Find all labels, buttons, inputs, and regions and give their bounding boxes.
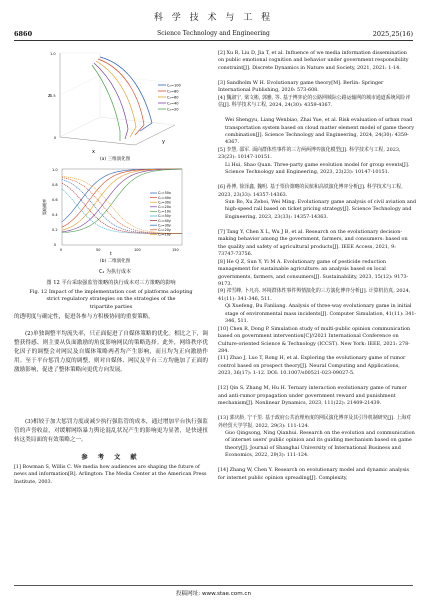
legend-label: C₂=40 <box>167 101 179 106</box>
reference-item: [13] 郭庆龄, 宁千里. 基于政府公共治理角度的网民演化博弈及其引导机制研究[J]. 上海对外经贸大学学报, 2022, 29(3): 111-124. <box>218 415 411 429</box>
figure-caption-en <box>14 289 208 311</box>
caption-en-line: strict regulatory strategies on the strategies of the <box>46 296 176 303</box>
reference-item: [5] 李慧, 邵军. 面向群体性事件的三方两两博弈演化模型[J]. 科学技术与工程, 2023, 23(23): 10147-10151. <box>218 146 401 161</box>
tick-label: 50 <box>96 248 101 252</box>
reference-item: [14] Zhang W, Chen Y. Research on evolutionary model and dynamic analysis for internet public opinion spreading[J]. Complexity, <box>218 467 410 481</box>
tick-label: 100 <box>134 248 141 252</box>
legend-label: C₂=20y <box>158 228 171 232</box>
tick-label: 0.8 <box>52 183 58 187</box>
axis-x-line <box>60 137 135 145</box>
caption-en-line: tripartite parties <box>89 303 133 310</box>
reference-item: Qi Xuefeng, Bu Fanliang. Analysis of three-way evolutionary game in initial stage of environmental mass incidents[J]. Computer Simulation, 41(11): 341-346, 511. <box>225 303 417 325</box>
reference-item: [9] 祁雪峰, 卜凡亮. 环境群体性事件舆情演化的三方演化博弈分析[J]. 计算机仿真, 2024, 41(11): 341-346, 511. <box>218 288 411 302</box>
figure-shared-note: C₂ 为执行成本 <box>98 269 132 275</box>
tick-label: 0.2 <box>52 228 58 232</box>
axis-y-label: 策略概率 <box>42 199 47 215</box>
journal-title: 科 学 技 术 与 工 程 <box>153 13 274 23</box>
legend-label: C₂=80 <box>167 89 179 94</box>
reference-item: Li Hui, Shao Quan. Three-party game evolution model for group events[J]. Science Technology and Engineering, 2023, 23(23): 10147-10151. <box>225 161 410 176</box>
figure-12a-3d-evolution <box>40 45 190 155</box>
tick-label: 1.0 <box>50 52 56 56</box>
figure-12a-axes <box>48 52 175 155</box>
reference-item: [12] Qin S, Zhang M, Hu H. Ternary interaction evolutionary game of rumor and anti-rumor propagation under government reward and punishment mechanism[J]. Nonlinear Dynamics, 2023, 111(22): 21409-21439. <box>218 385 407 407</box>
axis-x-label: t <box>110 252 112 257</box>
trajectory-line <box>94 63 128 139</box>
reference-item: [3] Sandholm W H. Evolutionary game theory[M]. Berlin: Springer International Publishing, 2020: 573-608. <box>218 79 384 94</box>
figure-12b-legend <box>150 191 171 236</box>
body-paragraph: (2)单独调整平均流失率，只正面促进了自媒体策略的优化。相比之下，调整获得感、则主要从负面激励的角度影响网民的策略选择。此外，网络秩序优化因子的调整会对网民及自媒体策略两者均产生影响，而且均为正向激励作用。至于平台惩罚力度的调整，则对自媒体、网民及平台三方均施加了正面的激励影响，促进了整体策略向更优方向发展。 <box>14 331 208 374</box>
figure-12b-label: (b) 二维演化图 <box>99 259 131 264</box>
footer-rule <box>14 585 413 586</box>
reference-item: [6] 孙博, 徐泽鑫, 魏明. 基于票价策略的民航和高铁演化博弈分析[J]. 科学技术与工程, 2023, 23(33): 14357-14363. <box>218 184 403 198</box>
figure-12b-2d-evolution <box>40 163 190 258</box>
legend-label: C₂=20x <box>158 205 171 209</box>
legend-label: C₂=60 <box>167 95 179 100</box>
tick-label: 1.0 <box>52 168 58 172</box>
caption-en-line: Fig. 12 Impact of the implementation cost of platforms adopting <box>29 289 193 295</box>
reference-item: [11] Zhao J, Luo T, Rong H, et al. Exploring the evolutionary game of rumor control based on prospect theory[J]. Neural Computing and Applications, 2023, 36(17): 1-12. DOI: 10.1007/s00521-023-09027-5. <box>218 355 406 377</box>
legend-label: C₂=30x <box>158 200 171 205</box>
legend-label: C₂=50x <box>158 191 171 196</box>
tick-label: 0.6 <box>52 198 58 202</box>
figure-12a-legend <box>158 83 182 111</box>
header-rule <box>14 40 413 41</box>
body-paragraph: 的透明度与确定性，促进各参与方积极协同的重要策略。 <box>14 314 154 320</box>
figure-caption-zh: 图 12 平台采取强监管策略的执行成本对三方策略的影响 <box>46 280 176 286</box>
tick-label: 150 <box>172 248 179 252</box>
tick-label: 0 <box>60 248 63 252</box>
reference-item: Sun Bo, Xu Zeboi, Wei Ming. Evolutionary game analysis of civil aviation and high-speed rail based on ticket pricing strategy[J]. Science Technology and Engineering, 2023, 23(33): 14357-14363. <box>225 199 417 220</box>
axis-y-label: y <box>162 139 165 145</box>
references-heading: 参 考 文 献 <box>81 454 141 461</box>
issue-number: 2025,25(16) <box>372 30 413 38</box>
page-number: 6860 <box>14 30 33 38</box>
legend-label: C₂=50y <box>158 214 171 219</box>
reference-item: [1] Bowman S, Willis C. We media how audiences are shaping the future of news and information[R]. Arlington: The Media Center at the American Press Institute, 2003. <box>14 464 207 485</box>
footer-submission-url: 投稿网址: www.stae.com.cn <box>175 591 252 597</box>
trajectory-line <box>98 59 144 135</box>
axis-z-label: z <box>48 93 51 99</box>
reference-item: [4] 魏淑宁, 梁文彬, 郭雅, 等. 基于博弈论的公路网城际公路运输网的城市通道系统风险评估[J]. 科学技术与工程, 2024, 24(30): 4359-4367. <box>218 94 411 109</box>
legend-label: C₂=40x <box>158 195 171 200</box>
reference-item: Wei Shengyu, Liang Wenbiao, Zhai Yue, et al. Risk evaluation of urban road transportation system based on cloud matter element model of game theory combination[J]. Science Technology and Engineering, 2024, 24(30): 4359-4367. <box>225 117 415 146</box>
figure-12a-trajectories <box>92 57 152 141</box>
legend-label: C₂=40y <box>158 218 171 223</box>
reference-item: Guo Qingsong, Ning Qianhui. Research on the evolution and communication of internet users' public opinion and its guiding mechanism based on game theory[J]. Journal of Shanghai University of International Business and Economics, 2022, 29(3): 111-124. <box>225 429 415 459</box>
axis-x-label: x <box>92 149 95 155</box>
legend-label: C₂=10x <box>158 209 171 214</box>
figure-12a-label: (a) 三维演化图 <box>99 157 131 162</box>
reference-item: [2] Xu R, Liu D, Jia T, et al. Influence of we media information dissemination on public emotional cognition and behavior under government responsibility constraint[J]. Discrete Dynamics in Nature and Society, 2021, 2021: 1-14. <box>218 50 409 71</box>
reference-item: [10] Chen R, Dong P. Simulation study of multi-public opinion communication based on government intervention[C]//2021 International Conference on Culture-oriented Science & Technology (ICCST). New York: IEEE, 2021: 278-284. <box>218 325 411 354</box>
reference-item: [8] He Q Z, Sun Y, Yi M A. Evolutionary game of pesticide reduction management for sustainable agriculture: an analysis based on local governments, farmers, and consumers[J]. Sustainability, 2023, 15(12): 9173-9173. <box>218 258 409 287</box>
tick-label: 0.4 <box>52 213 58 217</box>
reference-item: [7] Tang Y, Chen X L, Wu J B, et al. Research on the evolutionary decision-making behavior among the government, farmers, and consumers: based on the quality and safety of agricultural products[J]. IEEE Access, 2021, 9: 73747-73756. <box>218 228 408 258</box>
legend-label: C₂=20 <box>167 107 179 112</box>
legend-label: C₂=30y <box>158 223 171 228</box>
legend-label: C₂=100 <box>167 83 181 88</box>
trajectory-line <box>96 61 136 137</box>
tick-label: 0.5 <box>50 94 56 98</box>
journal-english-title: Science Technology and Engineering <box>157 30 270 37</box>
tick-label: 0 <box>54 243 57 247</box>
body-paragraph: (3)相较于加大惩罚力度或减少执行强监管的成本，通过增加平台执行强监管的声誉收益，对缓解网络暴力舆论混乱状况产生的影响更为显著，是快速扭转这类局面的有效策略之一。 <box>14 419 208 444</box>
tick-label: 0 <box>54 136 57 140</box>
legend-label: C₂=10y <box>158 232 171 237</box>
